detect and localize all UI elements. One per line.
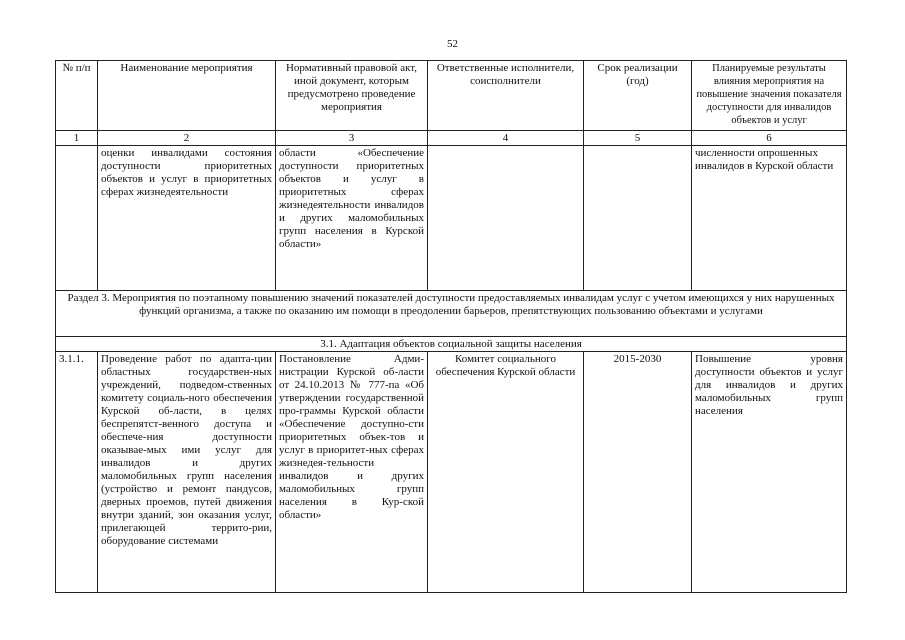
header-number: № п/п — [56, 61, 98, 131]
column-number: 4 — [428, 131, 584, 146]
continued-term — [584, 146, 692, 291]
continued-result: численности опрошенных инвалидов в Курской области — [692, 146, 847, 291]
measures-table — [55, 60, 847, 593]
continued-legal-act: области «Обеспечение доступности приоритетных объектов и услуг в приоритетных сферах жизнедеятельности инвалидов и других маломобильных групп населения в Курской области» — [276, 146, 428, 291]
header-results: Планируемые результаты влияния мероприятия на повышение значения показателя доступности для инвалидов объектов и услуг — [692, 61, 847, 131]
column-number: 3 — [276, 131, 428, 146]
column-number: 1 — [56, 131, 98, 146]
column-number: 2 — [98, 131, 276, 146]
row-number: 3.1.1. — [56, 352, 98, 593]
table-row — [56, 352, 847, 593]
continued-name: оценки инвалидами состояния доступности приоритетных объектов и услуг в приоритетных сферах жизнедеятельности — [98, 146, 276, 291]
header-legal-act: Нормативный правовой акт, иной документ, которым предусмотрено проведение мероприятия — [276, 61, 428, 131]
row-result: Повышение уровня доступности объектов и услуг для инвалидов и других маломобильных групп населения — [692, 352, 847, 593]
header-name: Наименование мероприятия — [98, 61, 276, 131]
page-number: 52 — [447, 38, 458, 50]
continued-row — [56, 146, 847, 291]
continued-executors — [428, 146, 584, 291]
row-name: Проведение работ по адапта-ции областных государствен-ных учреждений, подведом-ственных комитету социаль-ного обеспечения Курской об-ласти, в целях беспрепятст-венного доступа и обеспече-ния доступности оказывае-мых ими услуг для инвалидов и других маломобильных групп населения (устройство и ремонт пандусов, дверных проемов, путей движения внутри зданий, зон оказания услуг, прилегающей террито-рии, оборудование системами — [98, 352, 276, 593]
subsection-3-1-title: 3.1. Адаптация объектов социальной защиты населения — [56, 337, 847, 352]
continued-number — [56, 146, 98, 291]
header-executors: Ответственные исполнители, соисполнители — [428, 61, 584, 131]
section-row — [56, 291, 847, 337]
table-header-row — [56, 61, 847, 131]
row-term: 2015-2030 — [584, 352, 692, 593]
column-numbers-row — [56, 131, 847, 146]
column-number: 6 — [692, 131, 847, 146]
column-number: 5 — [584, 131, 692, 146]
header-term: Срок реализации (год) — [584, 61, 692, 131]
subsection-row — [56, 337, 847, 352]
row-executors: Комитет социального обеспечения Курской области — [428, 352, 584, 593]
section-3-title: Раздел 3. Мероприятия по поэтапному повышению значений показателей доступности предоставляемых инвалидам услуг с учетом имеющихся у них нарушенных функций организма, а также по оказанию им помощи в преодолении барьеров, препятствующих пользованию объектами и услугами — [56, 291, 847, 337]
row-legal-act: Постановление Адми-нистрации Курской об-ласти от 24.10.2013 № 777-па «Об утверждении государственной про-граммы Курской области «Обеспечение доступно-сти приоритетных объек-тов и услуг в приоритет-ных сферах жизнедея-тельности инвалидов и других маломобильных групп населения в Кур-ской области» — [276, 352, 428, 593]
